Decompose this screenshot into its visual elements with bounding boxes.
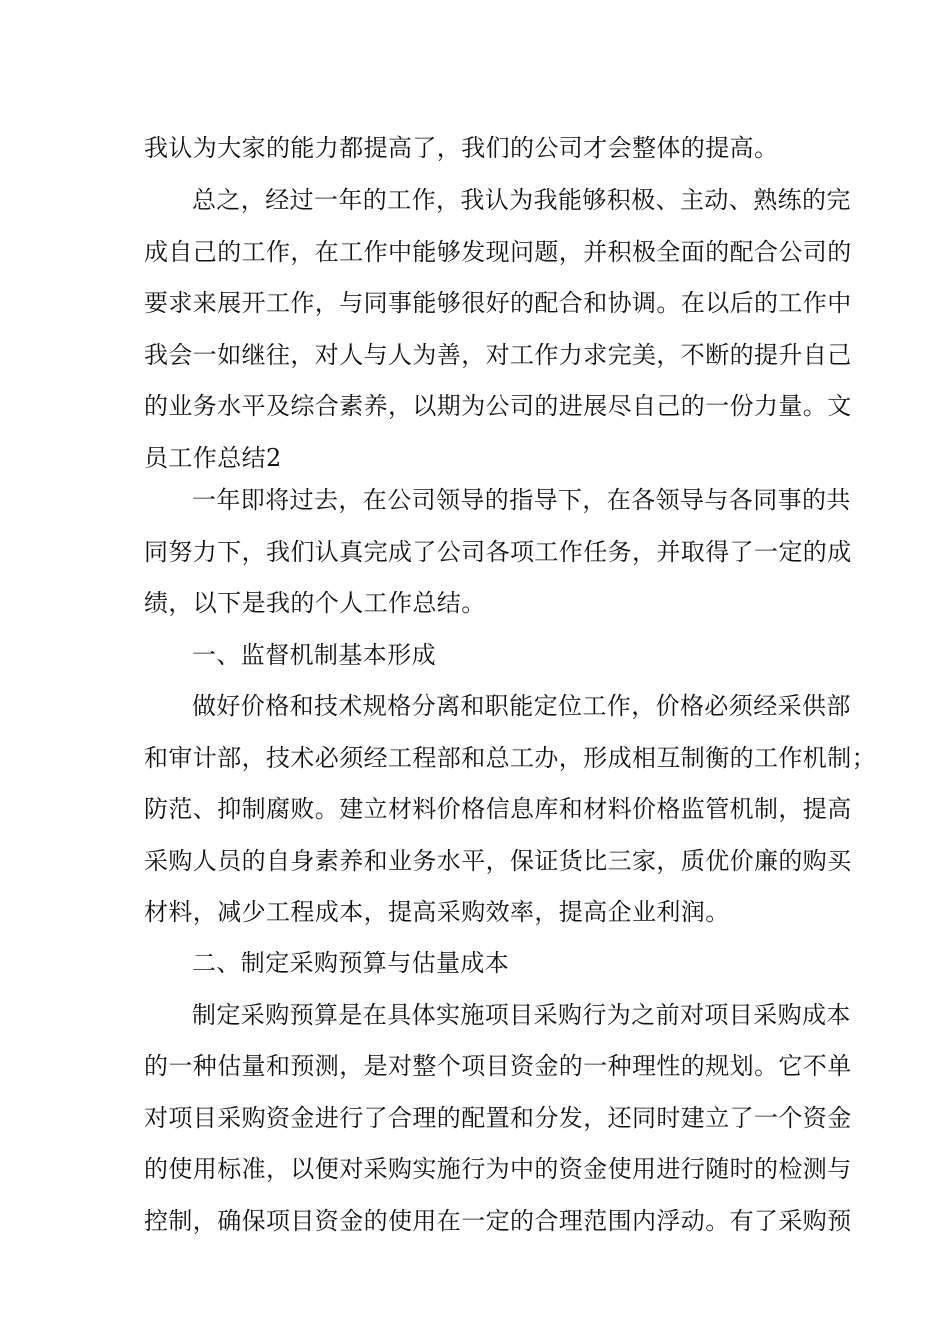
paragraph-line-5: 我会一如继往，对人与人为善，对工作力求完美，不断的提升自己 xyxy=(144,341,852,369)
paragraph-line-18: 制定采购预算是在具体实施项目采购行为之前对项目采购成本 xyxy=(192,1001,851,1029)
paragraph-line-1: 我认为大家的能力都提高了，我们的公司才会整体的提高。 xyxy=(144,134,779,162)
paragraph-line-13: 和审计部，技术必须经工程部和总工办，形成相互制衡的工作机制； xyxy=(144,744,876,772)
paragraph-line-14: 防范、抑制腐败。建立材料价格信息库和材料价格监管机制，提高 xyxy=(144,795,852,823)
section-title-line: 员工作总结2 xyxy=(144,444,282,472)
paragraph-line-9: 同努力下，我们认真完成了公司各项工作任务，并取得了一定的成 xyxy=(144,538,852,566)
paragraph-line-4: 要求来展开工作，与同事能够很好的配合和协调。在以后的工作中 xyxy=(144,289,852,317)
paragraph-line-15: 采购人员的自身素养和业务水平，保证货比三家，质优价廉的购买 xyxy=(144,847,852,875)
paragraph-line-20: 对项目采购资金进行了合理的配置和分发，还同时建立了一个资金 xyxy=(144,1104,852,1132)
paragraph-line-16: 材料，减少工程成本，提高采购效率，提高企业利润。 xyxy=(144,898,730,926)
paragraph-line-12: 做好价格和技术规格分离和职能定位工作，价格必须经采供部 xyxy=(192,692,851,720)
paragraph-line-21: 的使用标准，以便对采购实施行为中的资金使用进行随时的检测与 xyxy=(144,1155,852,1183)
paragraph-line-8: 一年即将过去，在公司领导的指导下，在各领导与各同事的共 xyxy=(192,486,851,514)
paragraph-line-2: 总之，经过一年的工作，我认为我能够积极、主动、熟练的完 xyxy=(192,186,851,214)
paragraph-line-19: 的一种估量和预测，是对整个项目资金的一种理性的规划。它不单 xyxy=(144,1052,852,1080)
paragraph-line-10: 绩，以下是我的个人工作总结。 xyxy=(144,589,486,617)
paragraph-line-22: 控制，确保项目资金的使用在一定的合理范围内浮动。有了采购预 xyxy=(144,1207,852,1235)
paragraph-line-3: 成自己的工作，在工作中能够发现问题，并积极全面的配合公司的 xyxy=(144,238,852,266)
paragraph-line-6: 的业务水平及综合素养，以期为公司的进展尽自己的一份力量。文 xyxy=(144,392,852,420)
heading-supervision-mechanism: 一、监督机制基本形成 xyxy=(192,641,436,669)
heading-procurement-budget: 二、制定采购预算与估量成本 xyxy=(192,949,510,977)
